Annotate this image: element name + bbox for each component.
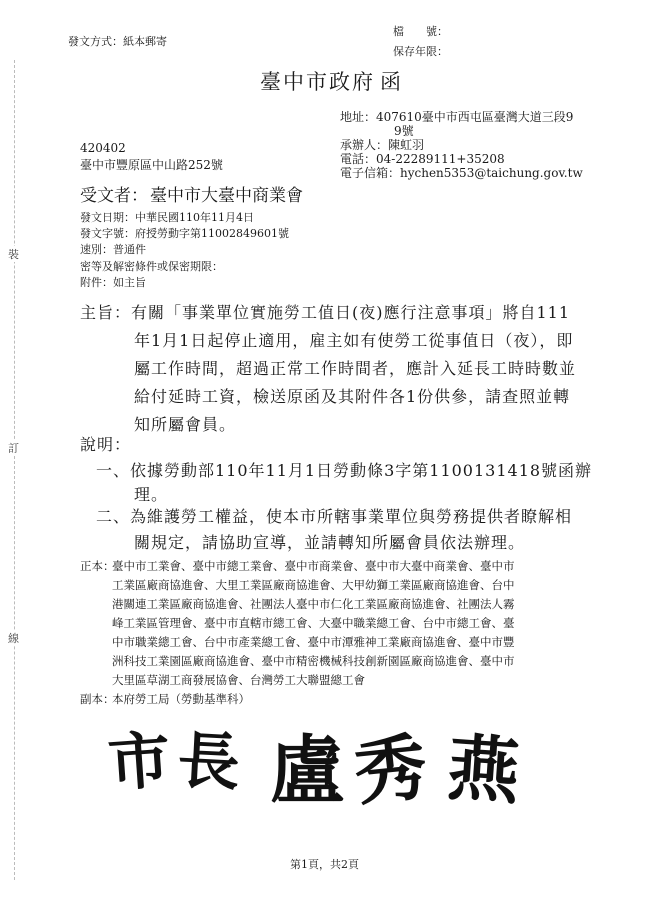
recipient-name: 臺中市大臺中商業會 bbox=[150, 186, 303, 206]
contact-email: 電子信箱：hychen5353@taichung.gov.tw bbox=[340, 166, 583, 180]
distribution-label: 正本： bbox=[80, 559, 115, 573]
subject-line: 知所屬會員。 bbox=[134, 415, 237, 434]
subject-line: 年1月1日起停止適用，雇主如有使勞工從事值日（夜），即 bbox=[134, 331, 574, 350]
recipient-label: 受文者： bbox=[80, 186, 148, 206]
signature-char-zhang: 長 bbox=[175, 723, 242, 800]
distribution-line: 工業區廠商協進會、大里工業區廠商協進會、大甲幼獅工業區廠商協進會、台中 bbox=[112, 578, 515, 592]
subject-line: 屬工作時間，超過正常工作時間者，應計入延長工時時數並 bbox=[134, 359, 577, 378]
distribution-line: 洲科技工業園區廠商協進會、臺中市精密機械科技創新園區廠商協進會、臺中市 bbox=[112, 654, 515, 668]
copy-label: 副本： bbox=[80, 692, 115, 706]
contact-phone: 電話：04-22289111+35208 bbox=[340, 152, 505, 166]
margin-xian: 線 bbox=[8, 632, 19, 645]
copy-recipient: 本府勞工局（勞動基準科） bbox=[112, 692, 250, 706]
retention-label: 保存年限： bbox=[393, 45, 448, 58]
binding-line bbox=[14, 60, 15, 880]
distribution-line: 臺中市工業會、臺中市總工業會、臺中市商業會、臺中市大臺中商業會、臺中市 bbox=[112, 559, 515, 573]
signature-char-xiu: 秀 bbox=[350, 723, 431, 816]
recipient-postal-code: 420402 bbox=[80, 141, 126, 155]
secrecy-level: 密等及解密條件或保密期限： bbox=[80, 260, 223, 273]
distribution-line: 港關連工業區廠商協進會、社團法人臺中市仁化工業區廠商協進會、社團法人霧 bbox=[112, 597, 515, 611]
delivery-speed: 速別：普通件 bbox=[80, 243, 146, 256]
document-title-org: 臺中市政府 bbox=[260, 70, 375, 94]
explanation-item: 二、為維護勞工權益，使本市所轄事業單位與勞務提供者瞭解相 bbox=[96, 507, 573, 526]
file-number-label: 檔 號： bbox=[393, 25, 448, 38]
recipient-address: 臺中市豐原區中山路252號 bbox=[80, 158, 223, 172]
send-method: 發文方式：紙本郵寄 bbox=[68, 35, 167, 48]
margin-ding: 訂 bbox=[8, 442, 19, 455]
distribution-line: 大里區草湖工商發展協會、台灣勞工大聯盟總工會 bbox=[112, 673, 365, 687]
attachment-note: 附件：如主旨 bbox=[80, 276, 146, 289]
signature-char-shi: 市 bbox=[105, 722, 173, 801]
explanation-item: 一、依據勞動部110年11月1日勞動條3字第1100131418號函辦 bbox=[96, 461, 593, 480]
page-indicator: 第1頁，共2頁 bbox=[290, 858, 359, 871]
distribution-line: 峰工業區管理會、臺中市直轄市總工會、大臺中職業總工會、台中市總工會、臺 bbox=[112, 616, 515, 630]
document-number: 發文字號：府授勞動字第11002849601號 bbox=[80, 227, 289, 240]
subject-line: 給付延時工資，檢送原函及其附件各1份供參，請查照並轉 bbox=[134, 387, 571, 406]
signature-char-yan: 燕 bbox=[444, 724, 523, 815]
issue-date: 發文日期：中華民國110年11月4日 bbox=[80, 211, 254, 224]
explanation-item: 理。 bbox=[134, 485, 169, 504]
contact-address-line2: 9號 bbox=[394, 124, 414, 138]
subject-line: 主旨：有關「事業單位實施勞工值日(夜)應行注意事項」將自111 bbox=[80, 303, 571, 322]
document-title-type: 函 bbox=[380, 70, 403, 94]
contact-address-line1: 地址：407610臺中市西屯區臺灣大道三段9 bbox=[340, 110, 574, 124]
contact-handler: 承辦人：陳虹羽 bbox=[340, 138, 425, 152]
distribution-line: 中市職業總工會、台中市產業總工會、臺中市潭雅神工業廠商協進會、臺中市豐 bbox=[112, 635, 515, 649]
explanation-label: 說明： bbox=[80, 435, 132, 454]
signature-char-lu: 盧 bbox=[270, 728, 344, 814]
margin-zhuang: 裝 bbox=[8, 248, 19, 261]
explanation-item: 關規定，請協助宣導，並請轉知所屬會員依法辦理。 bbox=[134, 533, 526, 552]
